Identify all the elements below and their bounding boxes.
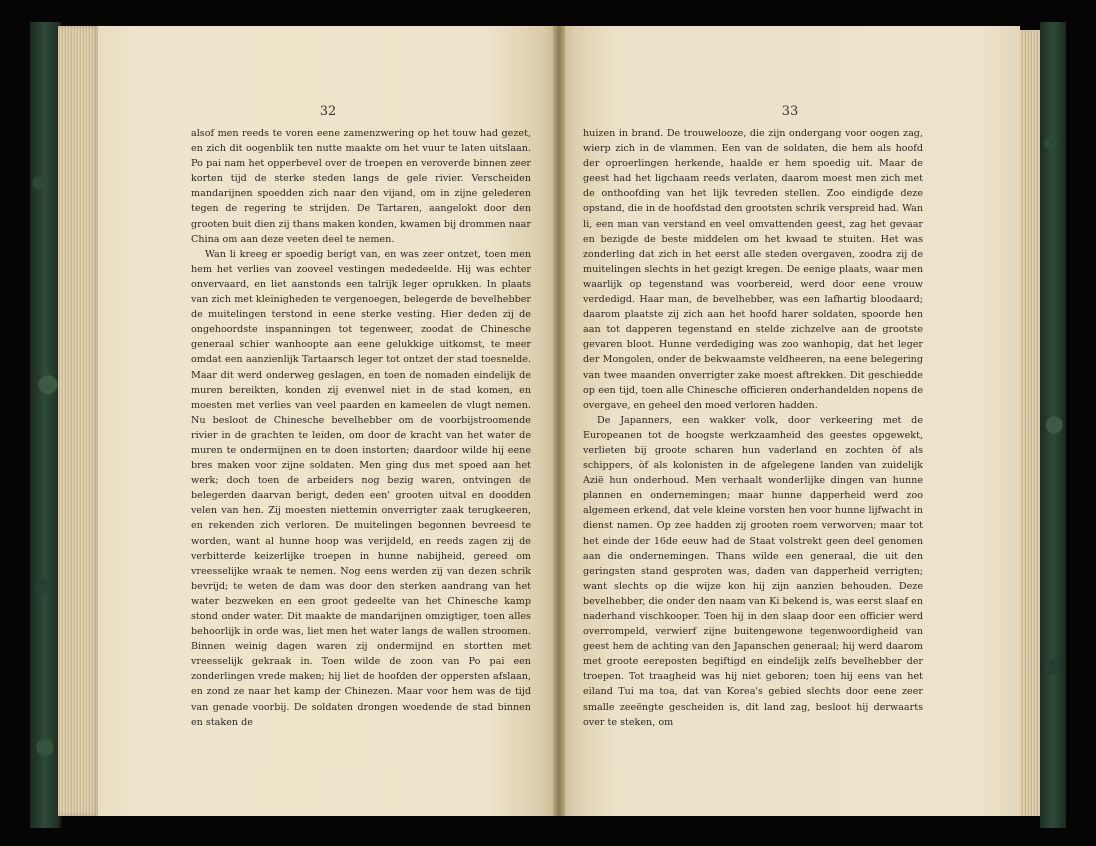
left-paragraph-1: alsof men reeds te voren eene zamenzwering op het touw had gezet, en zich dit oogenblik ten nutte maakte om het vuur te laten uitslaan. Po pai nam het opperbevel over de troepen en veroverde binnen zeer korten tijd de sterke steden langs de gele rivier. Verscheiden mandarijnen spoedden zich naar den vijand, om in zijne gelederen tegen de regering te strijden. De Tartaren, aangelokt door den grooten buit dien zij thans maken konden, kwamen bij drommen naar China om aan deze veeten deel te nemen.	[191, 128, 531, 245]
left-paragraph-2: Wan li kreeg er spoedig berigt van, en was zeer ontzet, toen men hem het verlies van zooveel vestingen mededeelde. Hij was echter onvervaard, en liet aanstonds een talrijk leger oprukken. In plaats van zich met kleinigheden te vergenoegen, belegerde de bevelhebber de muitelingen terstond in eene sterke vesting. Hier deden zij de ongehoordste inspanningen tot tegenweer, zoodat de Chinesche generaal schier wanhoopte aan eene gelukkige uitkomst, te meer omdat een aanzienlijk Tartaarsch leger tot ontzet der stad toesnelde. Maar dit werd onderweg geslagen, en toen de nomaden eindelijk de muren bereikten, konden zij evenwel niet in de stad komen, en moesten met verlies van veel paarden en kameelen de vlugt nemen. Nu besloot de Chinesche bevelhebber om de voorbijstroomende rivier in de grachten te leiden, om door de kracht van het water de muren te ondermijnen en te doen instorten; daardoor wilde hij eene bres maken voor zijne soldaten. Men ging dus met spoed aan het werk; doch toen de arbeiders nog bezig waren, ontvingen de belegerden daarvan berigt, deden een' grooten uitval en doodden velen van hen. Zij moesten niettemin onverrigter zaak terugkeeren, en rekenden zich verloren. De muitelingen begonnen bevreesd te worden, want al hunne hoop was verijdeld, en reeds zagen zij de verbitterde keizerlijke troepen in hunne nabijheid, gereed om vreesselijke wraak te nemen. Nog eens werden zij van dezen schrik bevrijd; te weten de dam was door den sterken aandrang van het water bezweken en een groot gedeelte van het Chinesche kamp stond onder water. Dit maakte de mandarijnen omzigtiger, toen alles behoorlijk in orde was, liet men het water langs de wallen stroomen. Binnen weinig dagen waren zij ondermijnd en stortten met vreesselijk gekraak in. Toen wilde de zoon van Po pai een zonderlingen vrede maken; hij liet de hoofden der oppersten afslaan, en zond ze naar het kamp der Chinezen. Maar voor hem was de tijd van genade voorbij. De soldaten drongen woedende de stad binnen en staken de	[191, 248, 531, 728]
left-page	[98, 26, 558, 816]
right-paragraph-1: huizen in brand. De trouwelooze, die zijn ondergang voor oogen zag, wierp zich in de vlammen. Een van de soldaten, die hem als hoofd der oproerlingen herkende, haalde er hem spoedig uit. Maar de geest had het ligchaam reeds verlaten, daarom moest men zich met de onthoofding van het lijk tevreden stellen. Zoo eindigde deze opstand, die in de hoofdstad den grootsten schrik verspreid had. Wan li, een man van verstand en veel omvattenden geest, zag het gevaar en bezigde de beste middelen om het kwaad te stuiten. Het was zonderling dat zich in het eerst alle steden overgaven, zoodra zij de muitelingen slechts in het gezigt kregen. De eenige plaats, waar men waarlijk op tegenstand was voorbereid, werd door eene vrouw verdedigd. Haar man, de bevelhebber, was een lafhartig bloodaard; daarom plaatste zij zich aan het hoofd harer soldaten, spoorde hen aan tot dapperen tegenstand en stelde zichzelve aan de grootste gevaren bloot. Hunne verdediging was zoo wanhopig, dat het leger der Mongolen, onder de bekwaamste veldheeren, na eene belegering van twee maanden onverrigter zake moest aftrekken. Dit geschiedde op een tijd, toen alle Chinesche officieren onderhandelden nopens de overgave, en geheel den moed verloren hadden.	[583, 128, 923, 411]
right-page	[560, 26, 1020, 816]
book-gutter	[553, 26, 565, 816]
left-page-text	[191, 126, 531, 730]
right-page-text	[583, 126, 923, 730]
right-page-number: 33	[781, 104, 799, 119]
left-page-block-edge	[58, 26, 100, 816]
left-page-number: 32	[319, 104, 337, 119]
right-page-block-edge	[1018, 30, 1040, 816]
right-cover-edge	[1040, 22, 1066, 828]
right-paragraph-2: De Japanners, een wakker volk, door verkeering met de Europeanen tot de hoogste werkzaamheid des geestes opgewekt, verlieten bij groote scharen hun vaderland en zochten òf als schippers, òf als kolonisten in de afgelegene landen van zuidelijk Azië hun onderhoud. Men verhaalt wonderlijke dingen van hunne plannen en ondernemingen; maar hunne dapperheid werd zoo algemeen erkend, dat vele kleine vorsten hen voor hunne lijfwacht in dienst namen. Op zee hadden zij grooten roem verworven; maar tot het einde der 16de eeuw had de Staat volstrekt geen deel genomen aan die ondernemingen. Thans wilde een generaal, die uit den geringsten stand gesproten was, daden van dapperheid verrigten; want slechts op die wijze kon hij zijn aanzien behouden. Deze bevelhebber, die onder den naam van Ki bekend is, was eerst slaaf en naderhand vischkooper. Toen hij in den slaap door een officier werd overrompeld, verwierf zijne buitengewone tegenwoordigheid van geest hem de achting van den Japanschen generaal; hij werd daarom met groote eereposten begiftigd en eindelijk zelfs bevelhebber der troepen. Tot traagheid was hij niet geboren; toen hij eens van het eiland Tui ma toa, dat van Korea's gebied slechts door eene zeer smalle zeeëngte gescheiden is, dit land zag, besloot hij derwaarts over te steken, om	[583, 414, 923, 728]
